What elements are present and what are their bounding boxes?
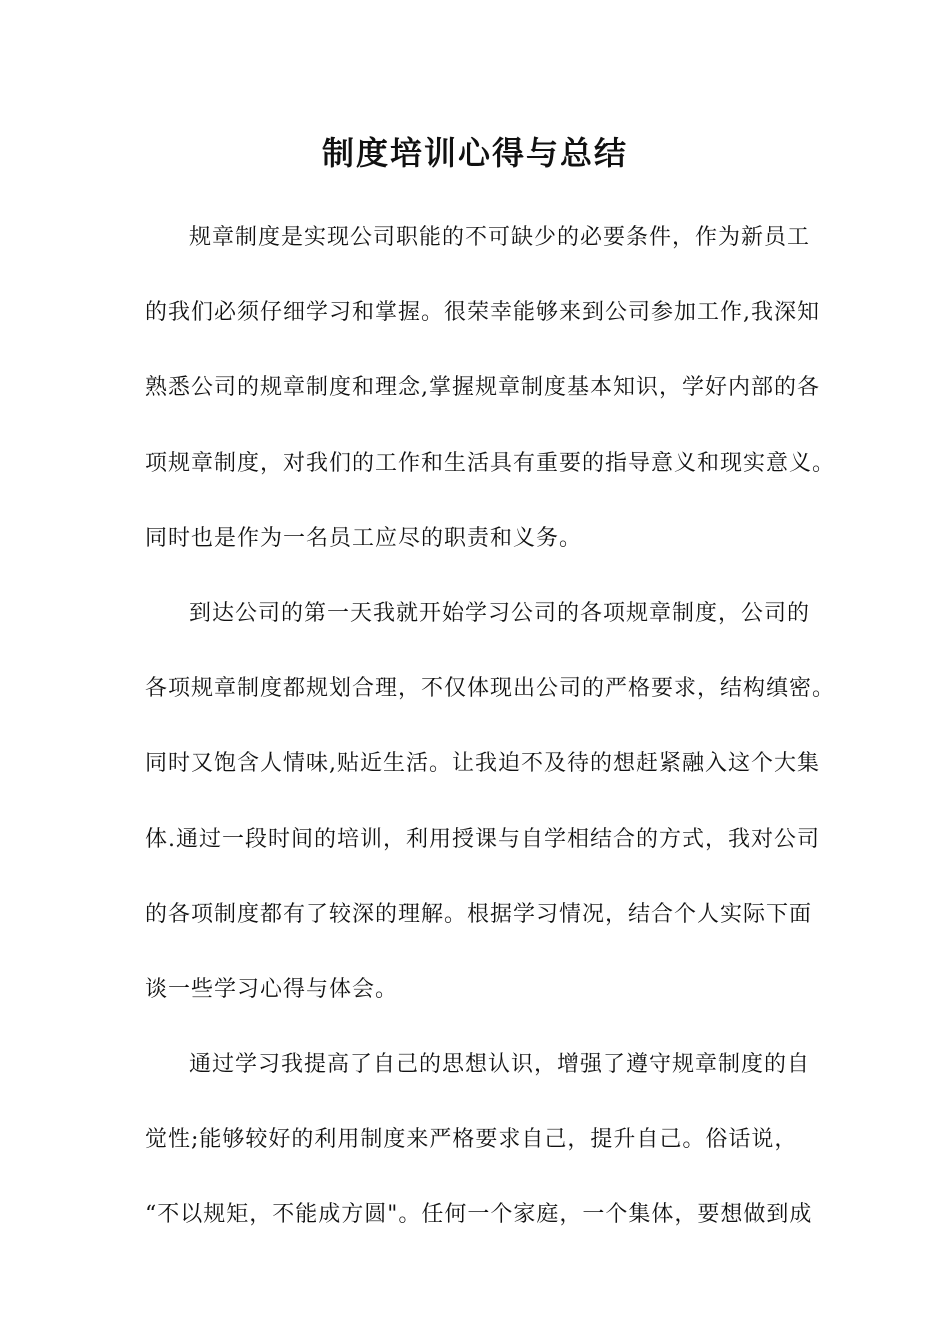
- document-body: [145, 200, 836, 1253]
- paragraph-1-line-4: 项规章制度，对我们的工作和生活具有重要的指导意义和现实意义。: [145, 450, 836, 476]
- paragraph-1-line-5: 同时也是作为一名员工应尽的职责和义务。: [145, 525, 583, 551]
- paragraph-3-line-2: 觉性;能够较好的利用制度来严格要求自己，提升自己。俗话说，: [145, 1127, 798, 1153]
- paragraph-2-line-5: 的各项制度都有了较深的理解。根据学习情况，结合个人实际下面: [145, 901, 813, 927]
- paragraph-1-line-2: 的我们必须仔细学习和掌握。很荣幸能够来到公司参加工作,我深知: [145, 300, 820, 326]
- paragraph-1-line-3: 熟悉公司的规章制度和理念,掌握规章制度基本知识，学好内部的各: [145, 375, 820, 401]
- document-title: 制度培训心得与总结: [321, 134, 628, 172]
- paragraph-2-line-6: 谈一些学习心得与体会。: [145, 976, 399, 1002]
- paragraph-3-line-1: 通过学习我提高了自己的思想认识，增强了遵守规章制度的自: [189, 1052, 811, 1078]
- paragraph-1-line-1: 规章制度是实现公司职能的不可缺少的必要条件，作为新员工: [189, 225, 811, 250]
- paragraph-2-line-3: 同时又饱含人情味,贴近生活。让我迫不及待的想赶紧融入这个大集: [145, 751, 820, 777]
- paragraph-2-line-2: 各项规章制度都规划合理，不仅体现出公司的严格要求，结构缜密。: [145, 676, 836, 702]
- paragraph-3-line-3: “不以规矩，不能成方圆"。任何一个家庭，一个集体，要想做到成: [145, 1202, 813, 1228]
- paragraph-2-line-4: 体.通过一段时间的培训，利用授课与自学相结合的方式，我对公司: [145, 826, 820, 852]
- paragraph-2-line-1: 到达公司的第一天我就开始学习公司的各项规章制度，公司的: [189, 600, 811, 626]
